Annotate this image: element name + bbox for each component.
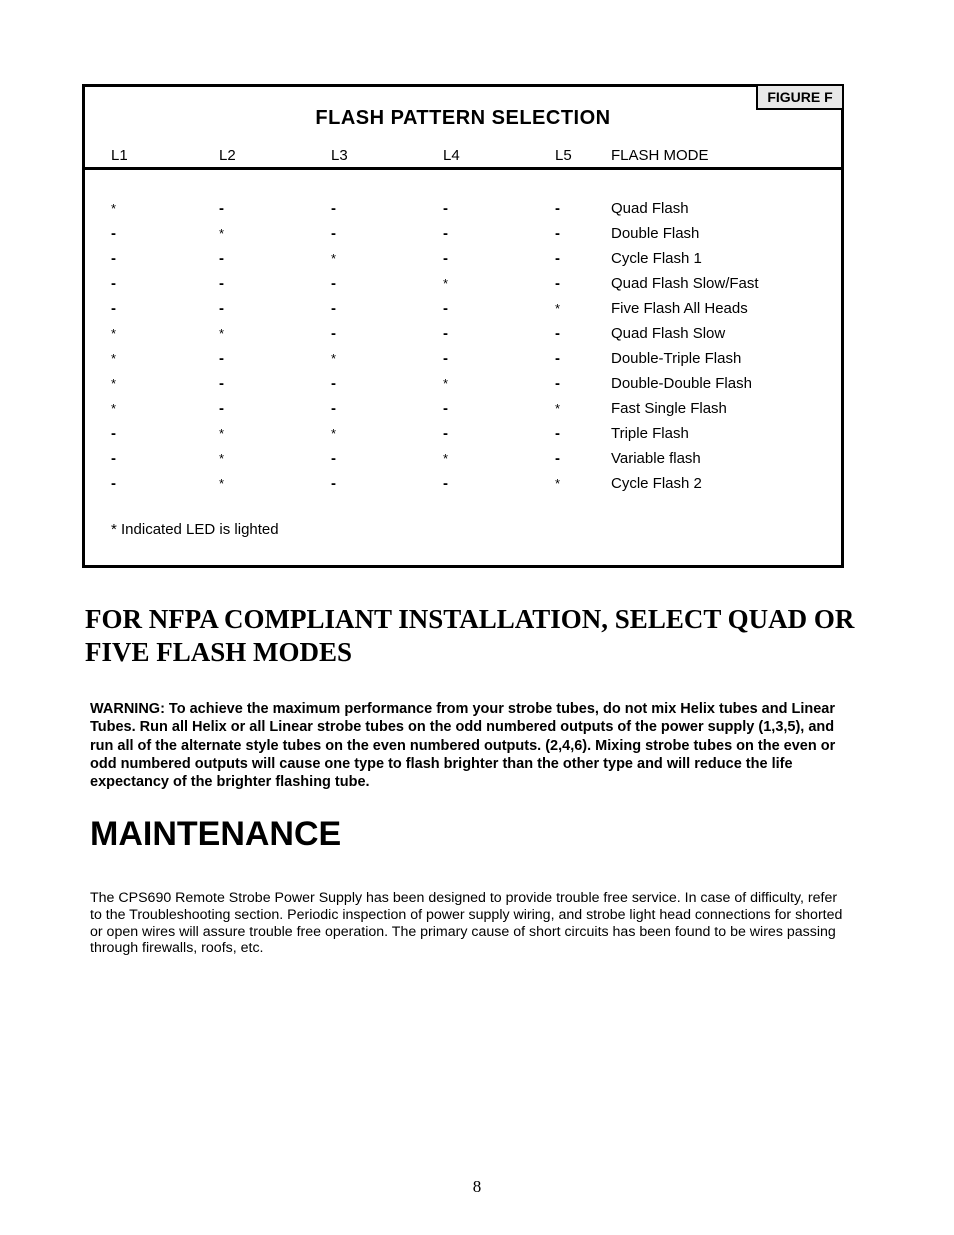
led-l1-cell: -: [111, 250, 116, 267]
flash-mode-cell: Double Flash: [611, 225, 700, 242]
led-l3-cell: *: [331, 351, 337, 366]
table-row: [85, 324, 841, 344]
header-l4: L4: [443, 147, 460, 164]
led-l5-cell: *: [555, 401, 561, 416]
led-l1-cell: -: [111, 425, 116, 442]
led-l2-cell: -: [219, 250, 224, 267]
led-l2-cell: -: [219, 400, 224, 417]
maintenance-paragraph: The CPS690 Remote Strobe Power Supply has been designed to provide trouble free service. In case of difficulty, refer to the Troubleshooting section. Periodic inspection of power supply wiring, and strobe light head connections for shorted or open wires will assure trouble free operation. The primary cause of short circuits has been found to be wires passing through firewalls, roofs, etc.: [90, 890, 843, 957]
table-row: [85, 424, 841, 444]
led-l3-cell: *: [331, 426, 337, 441]
flash-mode-cell: Fast Single Flash: [611, 400, 727, 417]
led-l5-cell: -: [555, 325, 560, 342]
led-l4-cell: -: [443, 200, 448, 217]
led-l3-cell: -: [331, 225, 336, 242]
nfpa-heading: FOR NFPA COMPLIANT INSTALLATION, SELECT QUAD OR FIVE FLASH MODES: [85, 604, 855, 667]
led-l5-cell: -: [555, 250, 560, 267]
led-l1-cell: *: [111, 201, 117, 216]
led-l5-cell: -: [555, 200, 560, 217]
led-l5-cell: *: [555, 476, 561, 491]
led-l1-cell: *: [111, 376, 117, 391]
led-l5-cell: -: [555, 275, 560, 292]
led-l2-cell: *: [219, 476, 225, 491]
table-row: [85, 274, 841, 294]
led-l3-cell: -: [331, 200, 336, 217]
flash-mode-cell: Quad Flash Slow: [611, 325, 726, 342]
header-divider: [85, 167, 841, 170]
led-l4-cell: -: [443, 250, 448, 267]
led-l3-cell: -: [331, 475, 336, 492]
led-l2-cell: -: [219, 300, 224, 317]
flash-mode-cell: Triple Flash: [611, 425, 689, 442]
led-l3-cell: -: [331, 400, 336, 417]
led-l2-cell: -: [219, 275, 224, 292]
figure-title: FLASH PATTERN SELECTION: [315, 107, 611, 129]
flash-mode-cell: Cycle Flash 2: [611, 475, 702, 492]
led-l1-cell: *: [111, 401, 117, 416]
led-l1-cell: -: [111, 275, 116, 292]
led-l1-cell: -: [111, 225, 116, 242]
led-l5-cell: *: [555, 301, 561, 316]
table-row: [85, 199, 841, 219]
flash-mode-cell: Variable flash: [611, 450, 701, 467]
flash-pattern-figure: [82, 84, 844, 568]
table-row: [85, 474, 841, 494]
table-header: [85, 147, 841, 167]
led-l3-cell: -: [331, 325, 336, 342]
led-l3-cell: -: [331, 375, 336, 392]
table-row: [85, 374, 841, 394]
led-l4-cell: *: [443, 451, 449, 466]
led-l5-cell: -: [555, 225, 560, 242]
led-l2-cell: *: [219, 451, 225, 466]
led-l5-cell: -: [555, 375, 560, 392]
flash-mode-cell: Cycle Flash 1: [611, 250, 702, 267]
led-l5-cell: -: [555, 450, 560, 467]
header-l2: L2: [219, 147, 236, 164]
flash-mode-cell: Quad Flash Slow/Fast: [611, 275, 759, 292]
led-l2-cell: *: [219, 426, 225, 441]
led-l4-cell: -: [443, 350, 448, 367]
flash-mode-cell: Five Flash All Heads: [611, 300, 748, 317]
led-l2-cell: -: [219, 350, 224, 367]
led-l4-cell: -: [443, 400, 448, 417]
led-l4-cell: *: [443, 376, 449, 391]
header-l5: L5: [555, 147, 572, 164]
led-l3-cell: -: [331, 275, 336, 292]
header-l1: L1: [111, 147, 128, 164]
led-l4-cell: -: [443, 225, 448, 242]
flash-mode-cell: Double-Double Flash: [611, 375, 752, 392]
header-flash-mode: FLASH MODE: [611, 147, 709, 164]
led-l3-cell: *: [331, 251, 337, 266]
led-l5-cell: -: [555, 350, 560, 367]
maintenance-heading: MAINTENANCE: [90, 815, 342, 853]
led-l3-cell: -: [331, 300, 336, 317]
led-l1-cell: -: [111, 450, 116, 467]
led-l4-cell: *: [443, 276, 449, 291]
led-l4-cell: -: [443, 325, 448, 342]
figure-label: FIGURE F: [756, 84, 844, 110]
led-l4-cell: -: [443, 425, 448, 442]
led-l2-cell: *: [219, 326, 225, 341]
led-l1-cell: *: [111, 326, 117, 341]
table-row: [85, 249, 841, 269]
led-l1-cell: -: [111, 475, 116, 492]
led-l5-cell: -: [555, 425, 560, 442]
led-l1-cell: -: [111, 300, 116, 317]
warning-paragraph: WARNING: To achieve the maximum performance from your strobe tubes, do not mix Helix tubes and Linear Tubes. Run all Helix or all Linear strobe tubes on the odd numbered outputs of the power supply (1,3,5), and run all of the alternate style tubes on the even numbered outputs. (2,4,6). Mixing strobe tubes on the even or odd numbered outputs will cause one type to flash brighter than the other type and will reduce the life expectancy of the brighter flashing tube.: [90, 701, 836, 791]
legend-note: * Indicated LED is lighted: [111, 521, 279, 538]
led-l2-cell: *: [219, 226, 225, 241]
table-row: [85, 224, 841, 244]
led-l4-cell: -: [443, 475, 448, 492]
led-l2-cell: -: [219, 375, 224, 392]
page-number: 8: [472, 1177, 482, 1196]
flash-mode-cell: Double-Triple Flash: [611, 350, 742, 367]
table-row: [85, 299, 841, 319]
header-l3: L3: [331, 147, 348, 164]
led-l4-cell: -: [443, 300, 448, 317]
table-row: [85, 399, 841, 419]
flash-mode-cell: Quad Flash: [611, 200, 689, 217]
led-l2-cell: -: [219, 200, 224, 217]
table-row: [85, 449, 841, 469]
led-l1-cell: *: [111, 351, 117, 366]
led-l3-cell: -: [331, 450, 336, 467]
table-row: [85, 349, 841, 369]
